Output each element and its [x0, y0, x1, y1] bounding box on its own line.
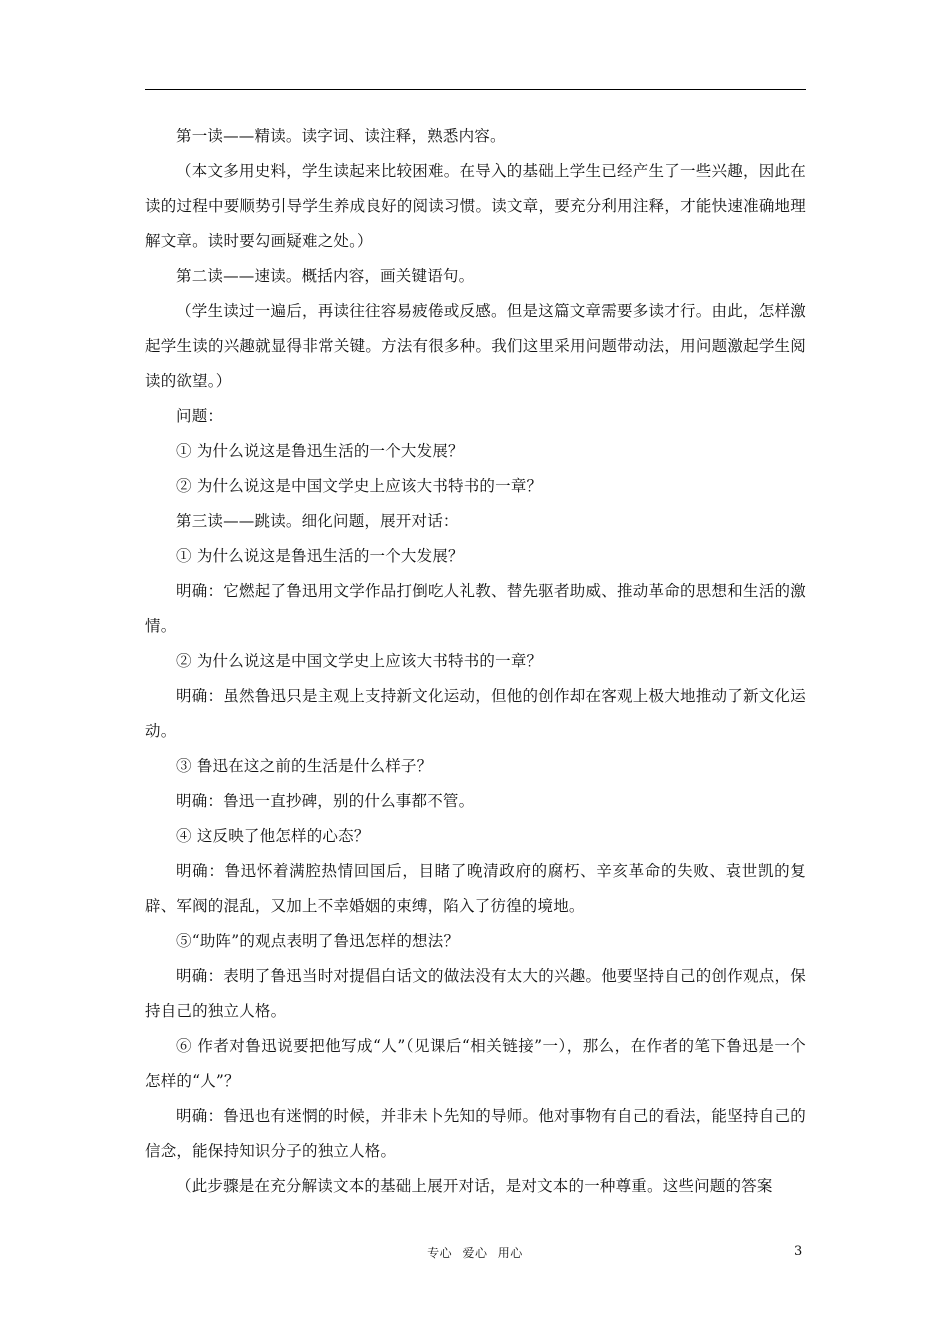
question-2-repeat: ② 为什么说这是中国文学史上应该大书特书的一章？	[176, 652, 543, 670]
paragraph-questions-heading: 问题：	[176, 407, 224, 425]
page-footer	[0, 1244, 950, 1264]
page-number: 3	[794, 1244, 803, 1259]
answer-1: 明确：它燃起了鲁迅用文学作品打倒吃人礼教、替先驱者助威、推动革命的思想和生活的激情。	[145, 582, 806, 635]
question-3: ③ 鲁迅在这之前的生活是什么样子？	[176, 757, 433, 775]
question-6: ⑥ 作者对鲁迅说要把他写成“人”（见课后“相关链接”一），那么，在作者的笔下鲁迅是一个怎样的“人”？	[145, 1037, 806, 1090]
paragraph-third-reading-note: （此步骤是在充分解读文本的基础上展开对话，是对文本的一种尊重。这些问题的答案	[176, 1177, 773, 1195]
paragraph-first-reading: 第一读——精读。读字词、读注释，熟悉内容。	[176, 127, 506, 145]
answer-2: 明确：虽然鲁迅只是主观上支持新文化运动，但他的创作却在客观上极大地推动了新文化运动。	[145, 687, 806, 740]
answer-4: 明确：鲁迅怀着满腔热情回国后，目睹了晚清政府的腐朽、辛亥革命的失败、袁世凯的复辟、军阀的混乱，又加上不幸婚姻的束缚，陷入了彷徨的境地。	[145, 862, 806, 915]
paragraph-first-reading-note: （本文多用史料，学生读起来比较困难。在导入的基础上学生已经产生了一些兴趣，因此在读的过程中要顺势引导学生养成良好的阅读习惯。读文章，要充分利用注释，才能快速准确地理解文章。读时要勾画疑难之处。）	[145, 162, 806, 250]
paragraph-second-reading-note: （学生读过一遍后，再读往往容易疲倦或反感。但是这篇文章需要多读才行。由此，怎样激起学生读的兴趣就显得非常关键。方法有很多种。我们这里采用问题带动法，用问题激起学生阅读的欲望。）	[145, 302, 806, 390]
header-rule	[145, 89, 806, 90]
question-4: ④ 这反映了他怎样的心态？	[176, 827, 370, 845]
document-body	[145, 119, 806, 1204]
question-1-repeat: ① 为什么说这是鲁迅生活的一个大发展？	[176, 547, 464, 565]
question-2: ② 为什么说这是中国文学史上应该大书特书的一章？	[176, 477, 543, 495]
paragraph-third-reading: 第三读——跳读。细化问题，展开对话：	[176, 512, 459, 530]
question-5: ⑤“助阵”的观点表明了鲁迅怎样的想法？	[176, 932, 460, 950]
answer-6: 明确：鲁迅也有迷惘的时候，并非未卜先知的导师。他对事物有自己的看法，能坚持自己的信念，能保持知识分子的独立人格。	[145, 1107, 806, 1160]
answer-5: 明确：表明了鲁迅当时对提倡白话文的做法没有太大的兴趣。他要坚持自己的创作观点，保持自己的独立人格。	[145, 967, 806, 1020]
paragraph-second-reading: 第二读——速读。概括内容，画关键语句。	[176, 267, 475, 285]
answer-3: 明确：鲁迅一直抄碑，别的什么事都不管。	[176, 792, 475, 810]
footer-motto: 专心 爱心 用心	[427, 1246, 523, 1260]
question-1: ① 为什么说这是鲁迅生活的一个大发展？	[176, 442, 464, 460]
